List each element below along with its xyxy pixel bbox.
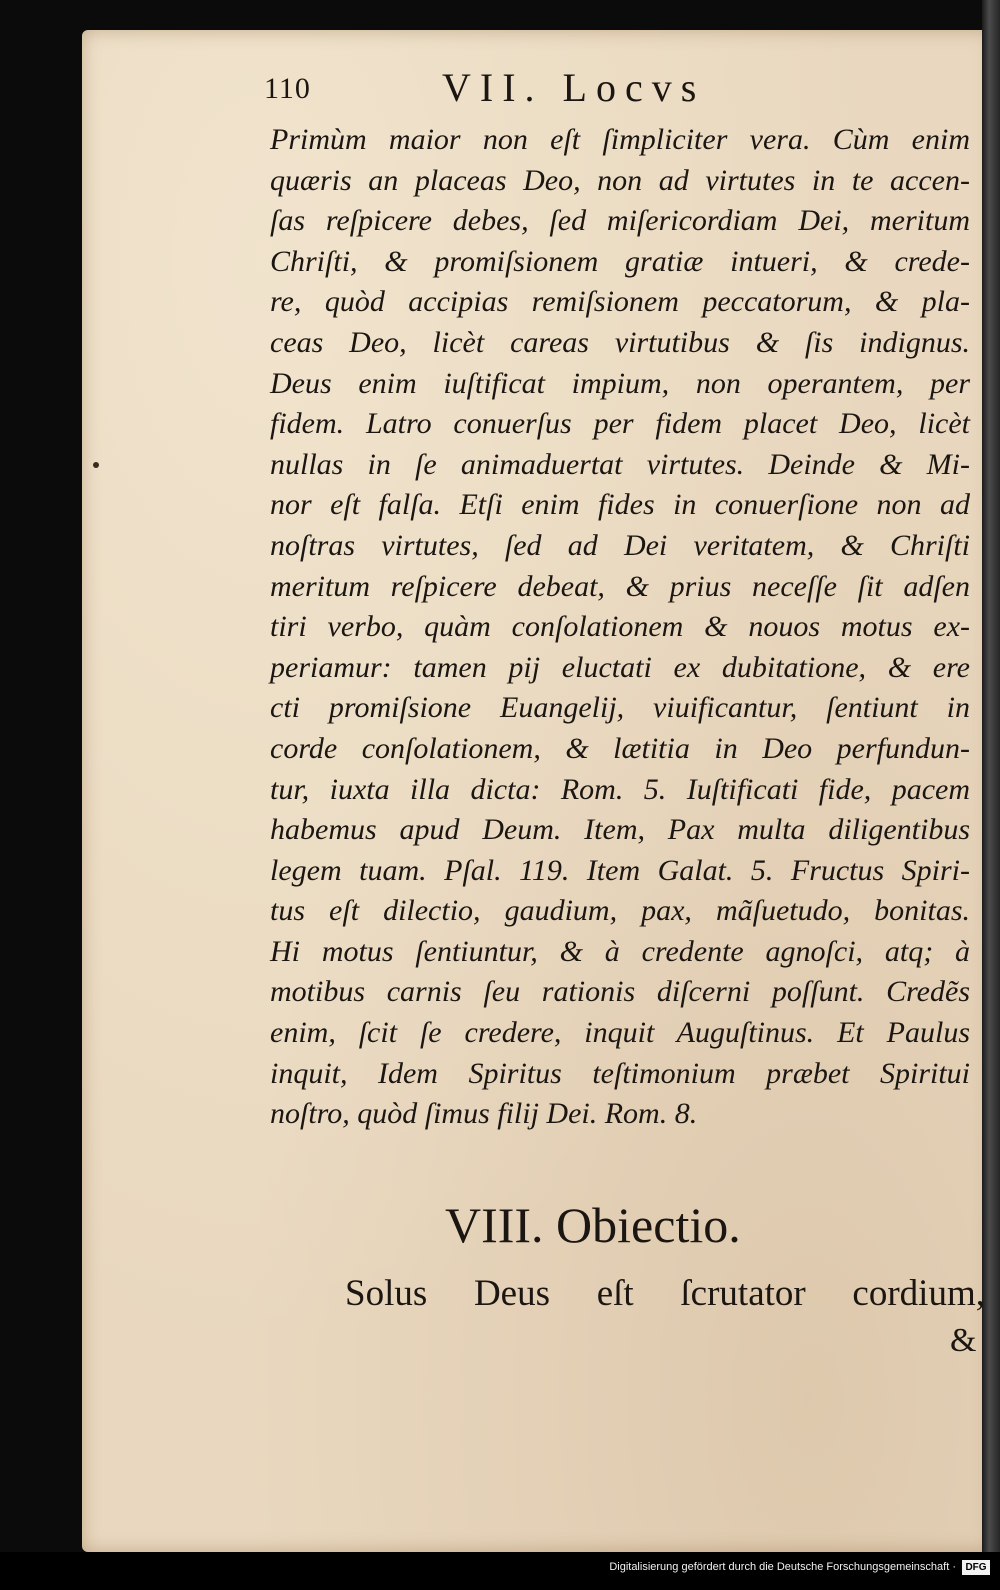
body-text [270,120,970,1135]
text-line: inquit, Idem Spiritus teſtimonium præbet Spiritui [270,1056,970,1090]
section-heading: VIII. Obiectio. [445,1197,741,1253]
text-line: ſas reſpicere debes, ſed miſericordiam Dei, meritum [270,204,970,238]
text-line: Hi motus ſentiuntur, & à credente agnoſci, atq; à [270,934,970,968]
text-line: motibus carnis ſeu rationis diſcerni poſſunt. Credẽs [270,975,970,1009]
text-line: Chriſti, & promiſsionem gratiæ intueri, & crede- [270,244,970,278]
text-line: tus eſt dilectio, gaudium, pax, mãſuetudo, bonitas. [270,894,970,928]
text-line: tur, iuxta illa dicta: Rom. 5. Iuſtificati fide, pacem [270,772,970,806]
text-line: tiri verbo, quàm conſolationem & nouos motus ex- [270,610,970,644]
funding-credit: Digitalisierung gefördert durch die Deutsche Forschungsgemeinschaft · [609,1561,956,1573]
text-line: habemus apud Deum. Item, Pax multa diligentibus [270,813,970,847]
text-line: meritum reſpicere debeat, & prius neceſſe ſit adſen [270,569,970,603]
dfg-logo: DFG [962,1560,990,1575]
text-line: nullas in ſe animaduertat virtutes. Deinde & Mi- [270,447,970,481]
text-line: fidem. Latro conuerſus per fidem placet Deo, licèt [270,407,970,441]
text-line: noſtras virtutes, ſed ad Dei veritatem, & Chriſti [270,528,970,562]
text-line: ceas Deo, licèt careas virtutibus & ſis indignus. [270,325,970,359]
text-line: noſtro, quòd ſimus filij Dei. Rom. 8. [270,1097,698,1131]
section-first-line: Solus Deus eſt ſcrutator cordium, [345,1273,985,1314]
text-line: re, quòd accipias remiſsionem peccatorum, & pla- [270,285,970,319]
text-line: enim, ſcit ſe credere, inquit Auguſtinus. Et Paulus [270,1016,970,1050]
text-line: quæris an placeas Deo, non ad virtutes in te accen- [270,163,970,197]
text-line: Deus enim iuſtificat impium, non operantem, per [270,366,970,400]
page-number: 110 [264,72,311,105]
page-edge [982,0,1000,1552]
text-line: cti promiſsione Euangelij, viuificantur, ſentiunt in [270,691,970,725]
catchword: & [950,1322,977,1359]
margin-mark [93,462,99,468]
footer-bar [0,1552,1000,1590]
text-line: corde conſolationem, & lætitia in Deo perfundun- [270,731,970,765]
running-head: VII. Locvs [442,65,706,110]
text-line: nor eſt falſa. Etſi enim fides in conuerſione non ad [270,488,970,522]
text-line: legem tuam. Pſal. 119. Item Galat. 5. Fructus Spiri- [270,853,970,887]
text-line: periamur: tamen pij eluctati ex dubitatione, & ere [270,650,970,684]
page-header [264,62,964,114]
text-line: Primùm maior non eſt ſimpliciter vera. Cùm enim [270,123,970,156]
